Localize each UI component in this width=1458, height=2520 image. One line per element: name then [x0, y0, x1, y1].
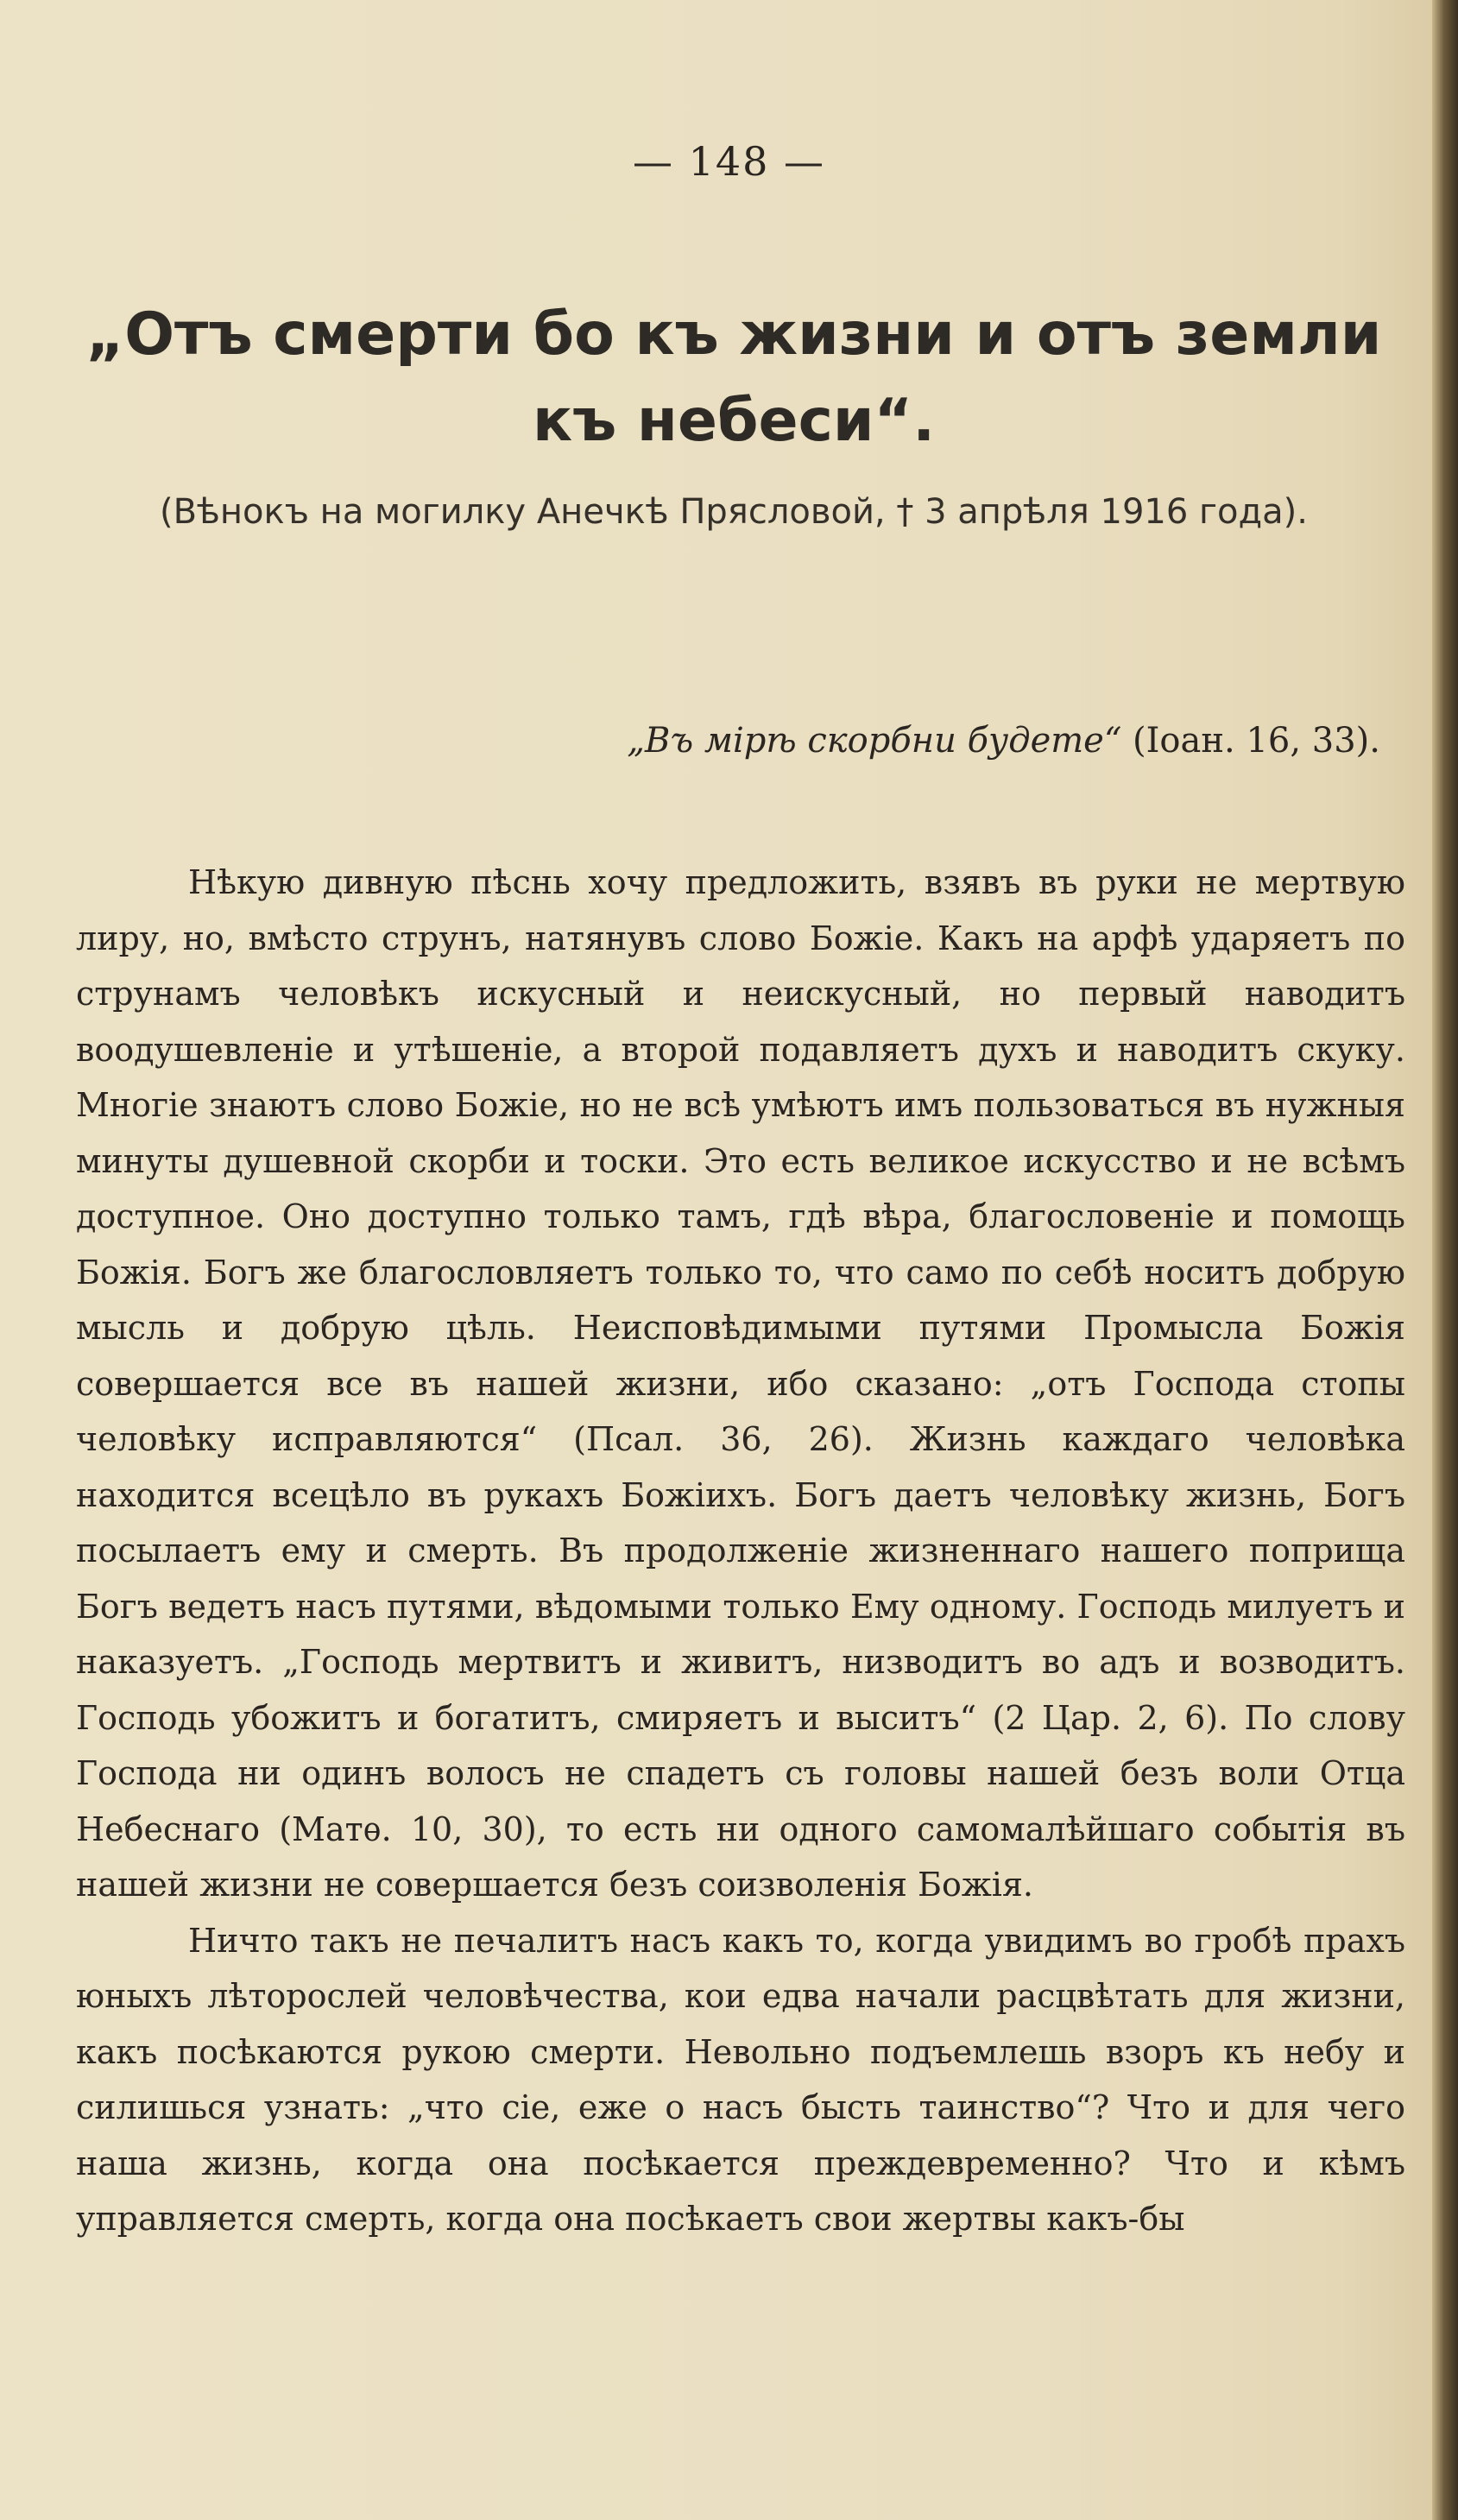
- paragraph-1: Нѣкую дивную пѣснь хочу предложить, взявъ въ руки не мертвую лиру, но, вмѣсто струнъ, натянувъ слово Божіе. Какъ на арфѣ ударяетъ по струнамъ человѣкъ искусный и неискусный, но первый наводитъ воодушевленіе и утѣшеніе, а второй подавляетъ духъ и наводитъ скуку. Многіе знаютъ слово Божіе, но не всѣ умѣютъ имъ пользоваться въ нужныя минуты душевной скорби и тоски. Это есть великое искусство и не всѣмъ доступное. Оно доступно только тамъ, гдѣ вѣра, благословеніе и помощь Божія. Богъ же благословляетъ только то, что само по себѣ носитъ добрую мысль и добрую цѣль. Неисповѣдимыми путями Промысла Божія совершается все въ нашей жизни, ибо сказано: „отъ Господа стопы человѣку исправляются“ (Псал. 36, 26). Жизнь каждаго человѣка находится всецѣло въ рукахъ Божіихъ. Богъ даетъ человѣку жизнь, Богъ посылаетъ ему и смерть. Въ продолженіе жизненнаго нашего поприща Богъ ведетъ насъ путями, вѣдомыми только Ему одному. Господь милуетъ и наказуетъ. „Господь мертвитъ и живитъ, низводитъ во адъ и возводитъ. Господь убожитъ и богатитъ, смиряетъ и выситъ“ (2 Цар. 2, 6). По слову Господа ни одинъ волосъ не спадетъ съ головы нашей безъ воли Отца Небеснаго (Матѳ. 10, 30), то есть ни одного самомалѣйшаго событія въ нашей жизни не совершается безъ соизволенія Божія.: [76, 863, 1405, 1904]
- page-edge-shadow: [1432, 0, 1458, 2520]
- page-number: — 148 —: [632, 138, 826, 185]
- epigraph-quote: „Въ мірѣ скорбни будете“: [627, 721, 1122, 761]
- page-title: „Отъ смерти бо къ жизни и отъ земли къ небеси“.: [85, 300, 1382, 455]
- epigraph: [344, 721, 1380, 761]
- body-text: [76, 855, 1405, 2247]
- subtitle: (Вѣнокъ на могилку Анечкѣ Прясловой, † 3 апрѣля 1916 года).: [159, 492, 1309, 532]
- epigraph-reference: (Іоан. 16, 33).: [1133, 721, 1380, 761]
- paragraph-2: Ничто такъ не печалитъ насъ какъ то, когда увидимъ во гробѣ прахъ юныхъ лѣторослей человѣчества, кои едва начали расцвѣтать для жизни, какъ посѣкаются рукою смерти. Невольно подъемлешь взоръ къ небу и силишься узнать: „что сіе, еже о насъ бысть таинство“? Что и для чего наша жизнь, когда она посѣкается преждевременно? Что и кѣмъ управляется смерть, когда она посѣкаетъ свои жертвы какъ-бы: [76, 1921, 1405, 2238]
